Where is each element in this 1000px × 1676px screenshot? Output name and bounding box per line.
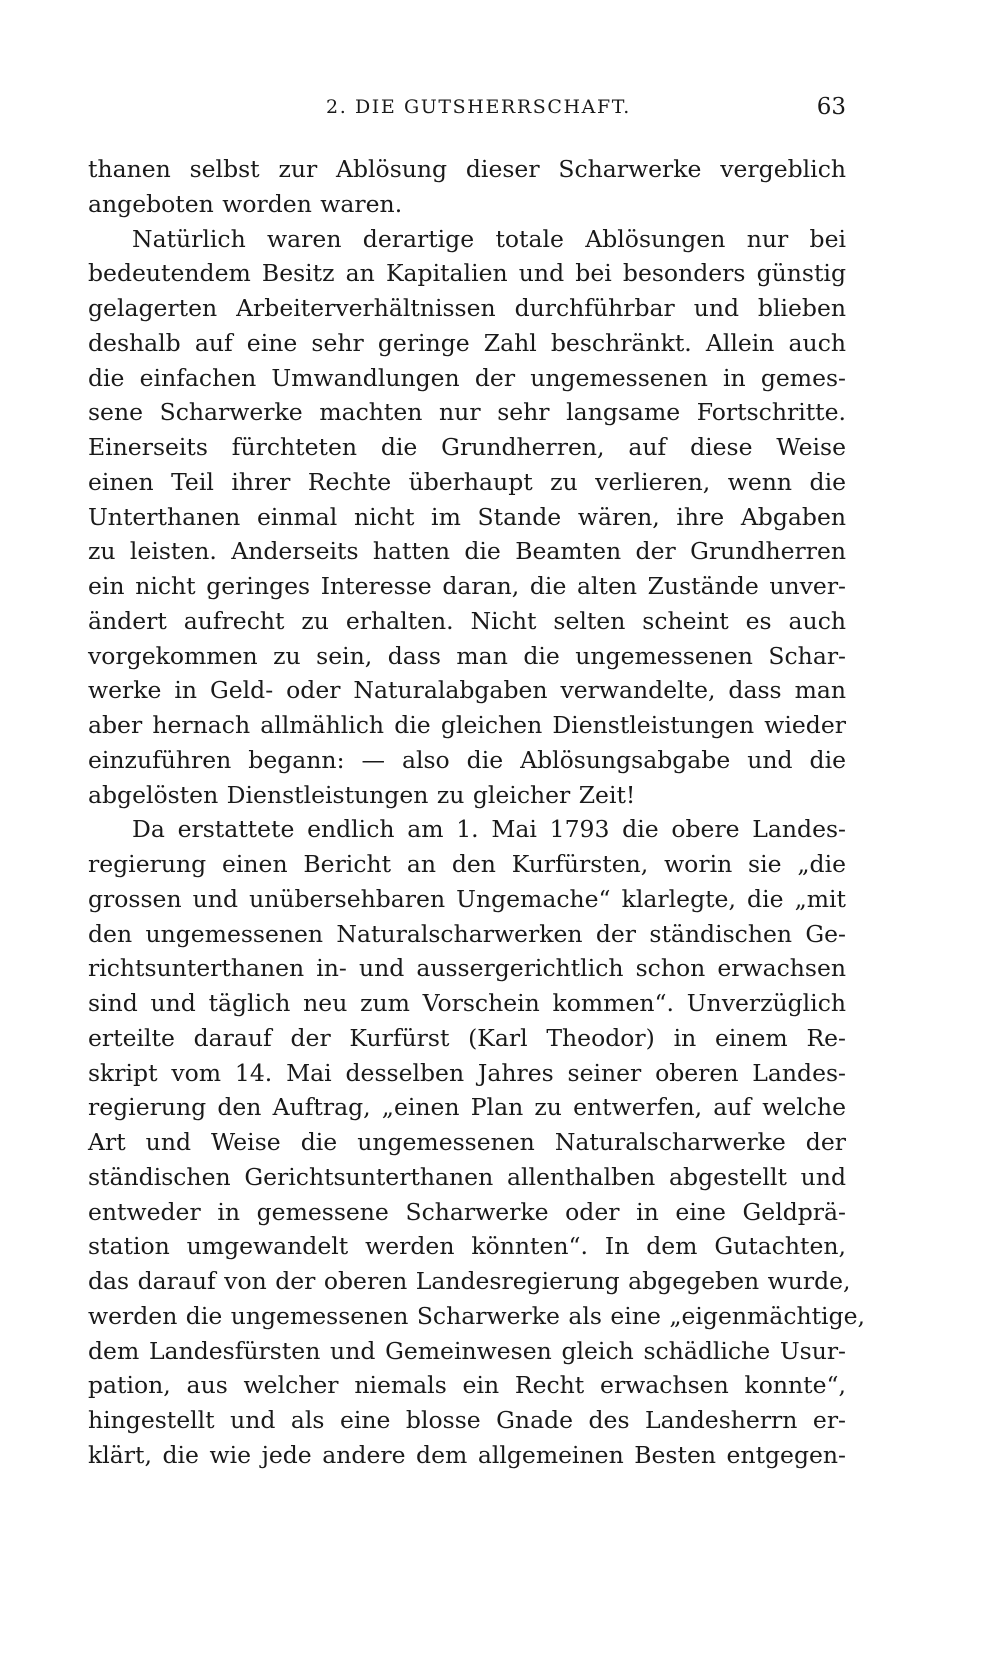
- text-line: gelagerten Arbeiterverhältnissen durchführbar und blieben: [88, 294, 846, 322]
- text-line: regierung den Auftrag, „einen Plan zu entwerfen, auf welche: [88, 1093, 846, 1122]
- text-line: aber hernach allmählich die gleichen Dienstleistungen wieder: [88, 711, 846, 739]
- text-line: richtsunterthanen in- und aussergerichtlich schon erwachsen: [88, 954, 846, 983]
- text-line: thanen selbst zur Ablösung dieser Scharwerke vergeblich: [88, 155, 846, 183]
- text-line: vorgekommen zu sein, dass man die ungemessenen Schar-: [88, 641, 846, 670]
- text-line: die einfachen Umwandlungen der ungemessenen in gemes-: [88, 363, 846, 392]
- text-line: ein nicht geringes Interesse daran, die alten Zustände unver-: [88, 572, 846, 600]
- text-line: ändert aufrecht zu erhalten. Nicht selten scheint es auch: [88, 606, 846, 635]
- text-line: erteilte darauf der Kurfürst (Karl Theodor) in einem Re-: [88, 1023, 846, 1052]
- text-line: pation, aus welcher niemals ein Recht erwachsen konnte“,: [88, 1371, 846, 1400]
- text-line: angeboten worden waren.: [88, 189, 403, 218]
- running-head: [88, 96, 846, 126]
- text-line: skript vom 14. Mai desselben Jahres seiner oberen Landes-: [88, 1058, 846, 1087]
- text-line: dem Landesfürsten und Gemeinwesen gleich schädliche Usur-: [88, 1336, 846, 1365]
- text-line: deshalb auf eine sehr geringe Zahl beschränkt. Allein auch: [88, 328, 846, 357]
- text-line: werden die ungemessenen Scharwerke als eine „eigenmächtige,: [88, 1301, 865, 1330]
- text-line: Natürlich waren derartige totale Ablösungen nur bei: [132, 224, 846, 253]
- text-line: abgelösten Dienstleistungen zu gleicher Zeit!: [88, 780, 636, 809]
- text-line: Da erstattete endlich am 1. Mai 1793 die obere Landes-: [132, 815, 846, 844]
- text-line: station umgewandelt werden könnten“. In dem Gutachten,: [88, 1232, 846, 1261]
- text-line: klärt, die wie jede andere dem allgemeinen Besten entgegen-: [88, 1440, 846, 1469]
- text-line: sind und täglich neu zum Vorschein kommen“. Unverzüglich: [88, 989, 846, 1017]
- text-line: hingestellt und als eine blosse Gnade des Landesherrn er-: [88, 1406, 846, 1434]
- text-line: entweder in gemessene Scharwerke oder in eine Geldprä-: [88, 1197, 846, 1226]
- page-number: 63: [816, 94, 846, 120]
- text-line: sene Scharwerke machten nur sehr langsame Fortschritte.: [88, 398, 846, 427]
- text-line: ständischen Gerichtsunterthanen allenthalben abgestellt und: [88, 1162, 846, 1191]
- text-line: Unterthanen einmal nicht im Stande wären, ihre Abgaben: [88, 502, 846, 531]
- text-line: zu leisten. Anderseits hatten die Beamten der Grundherren: [88, 537, 846, 566]
- body-text: [88, 152, 865, 1473]
- text-line: einzuführen begann: — also die Ablösungsabgabe und die: [88, 745, 846, 774]
- running-title: 2. DIE GUTSHERRSCHAFT.: [326, 96, 631, 118]
- text-line: den ungemessenen Naturalscharwerken der ständischen Ge-: [88, 919, 846, 948]
- text-line: Einerseits fürchteten die Grundherren, auf diese Weise: [88, 433, 846, 461]
- text-line: das darauf von der oberen Landesregierung abgegeben wurde,: [88, 1267, 851, 1295]
- text-line: Art und Weise die ungemessenen Naturalscharwerke der: [88, 1128, 846, 1156]
- text-line: bedeutendem Besitz an Kapitalien und bei besonders günstig: [88, 259, 846, 288]
- text-line: grossen und unübersehbaren Ungemache“ klarlegte, die „mit: [88, 884, 846, 913]
- text-line: einen Teil ihrer Rechte überhaupt zu verlieren, wenn die: [88, 467, 846, 496]
- text-line: werke in Geld- oder Naturalabgaben verwandelte, dass man: [88, 676, 846, 705]
- text-line: regierung einen Bericht an den Kurfürsten, worin sie „die: [88, 850, 846, 878]
